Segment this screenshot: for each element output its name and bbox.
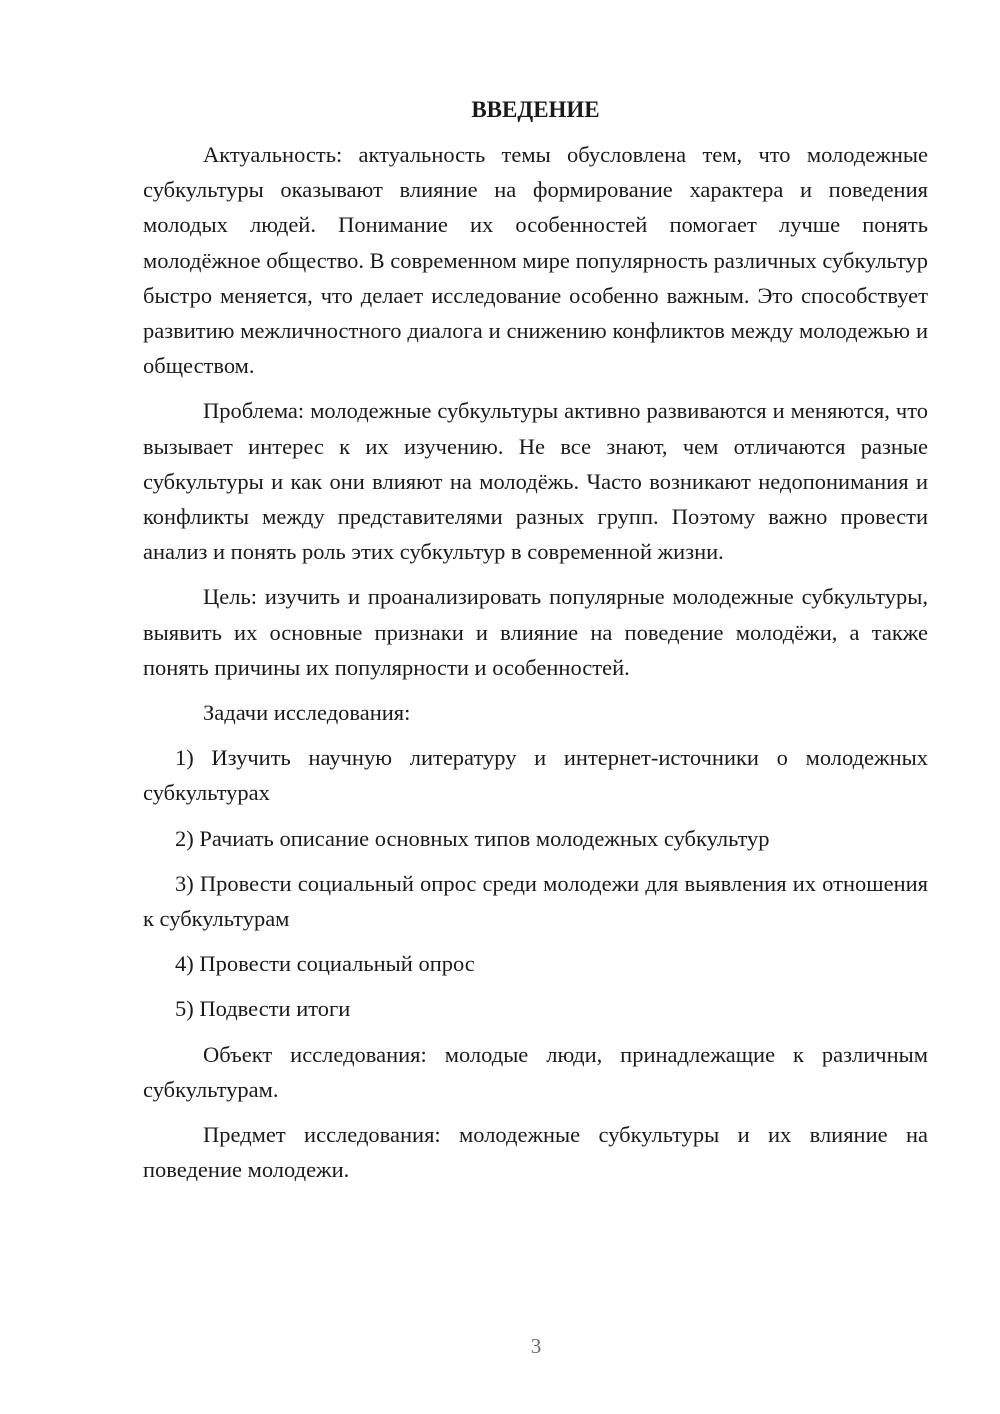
task-item-3: 3) Провести социальный опрос среди молодежи для выявления их отношения к субкультурам [143,870,928,932]
paragraph-problem: Проблема: молодежные субкультуры активно развиваются и меняются, что вызывает интерес к их изучению. Не все знают, чем отличаются разные субкультуры и как они влияют на молодёжь. Часто возникают недопонимания и конфликты между представителями разных групп. Поэтому важно провести анализ и понять роль этих субкультур в современной жизни. [143,398,928,565]
section-title: ВВЕДЕНИЕ [471,97,600,122]
paragraph-relevance: Актуальность: актуальность темы обусловлена тем, что молодежные субкультуры оказывают влияние на формирование характера и поведения молодых людей. Понимание их особенностей помогает лучше понять молодёжное общество. В современном мире популярность различных субкультур быстро меняется, что делает исследование особенно важным. Это способствует развитию межличностного диалога и снижению конфликтов между молодежью и обществом. [143,142,928,379]
task-item-1: 1) Изучить научную литературу и интернет-источники о молодежных субкультурах [143,745,928,806]
paragraph-goal: Цель: изучить и проанализировать популярные молодежные субкультуры, выявить их основные признаки и влияние на поведение молодёжи, а также понять причины их популярности и особенностей. [143,584,928,680]
page-content [143,92,928,1197]
task-item-4: 4) Провести социальный опрос [175,951,475,977]
tasks-heading: Задачи исследования: [203,700,411,726]
task-item-2: 2) Рачиать описание основных типов молодежных субкультур [175,825,770,851]
paragraph-subject: Предмет исследования: молодежные субкультуры и их влияние на поведение молодежи. [143,1122,928,1183]
page-number: 3 [530,1334,542,1358]
task-item-5: 5) Подвести итоги [175,996,351,1022]
paragraph-object: Объект исследования: молодые люди, принадлежащие к различным субкультурам. [143,1041,928,1102]
